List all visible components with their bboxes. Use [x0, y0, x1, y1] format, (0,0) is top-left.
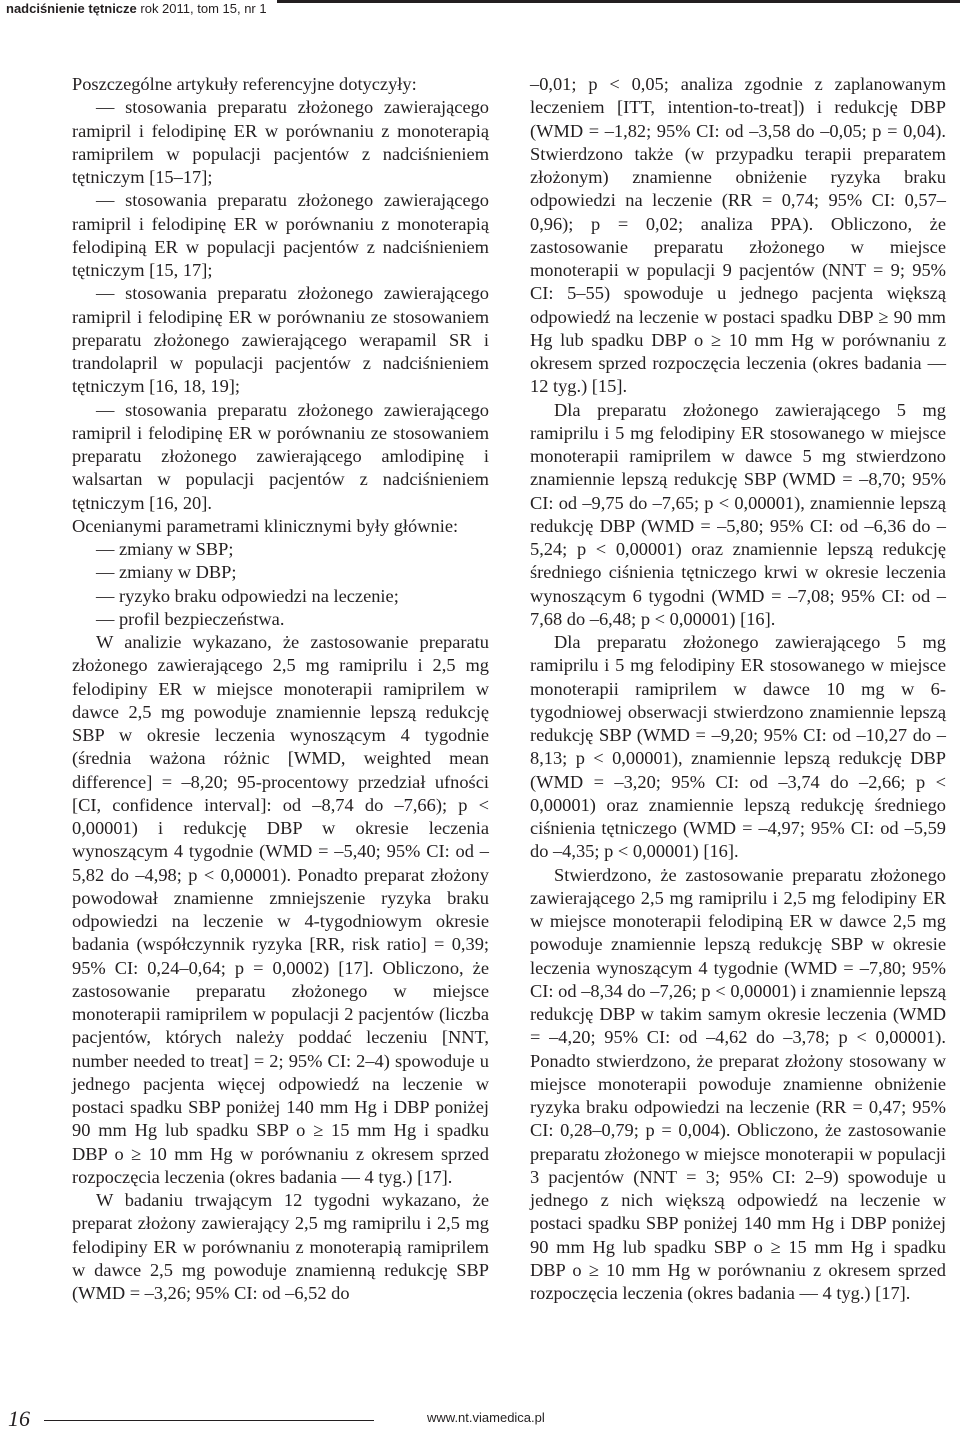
paragraph-analysis: W analizie wykazano, że zastosowanie preparatu złożonego zawierającego 2,5 mg ramiprilu i 2,5 mg felodipiny ER w miejsce monoterapii ramiprilem w dawce 2,5 mg powoduje znamiennie lepszą redukcję SBP w okresie leczenia wynoszącym 4 tygodnie (średnia ważona różnic [WMD, weighted mean difference] = –8,20; 95-procentowy przedział ufności [CI, confidence interval]: od –8,74 do –7,66); p < 0,00001) i redukcję DBP w okresie leczenia wynoszącym 4 tygodnie (WMD = –5,40; 95% CI: od –5,82 do –4,98; p < 0,00001). Ponadto preparat złożony powodował znamienne zmniejszenie ryzyka braku odpowiedzi na leczenie w 4-tygodniowym okresie badania (współczynnik ryzyka [RR, risk ratio] = 0,39; 95% CI: 0,24–0,64; p = 0,0002) [17]. Obliczono, że zastosowanie preparatu złożonego w miejsce monoterapii ramiprilem w populacji 2 pacjentów (liczba pacjentów, których należy poddać leczeniu [NNT, number needed to treat] = 2; 95% CI: 2–4) spowoduje u jednego pacjenta więcej odpowiedź na leczenie w postaci spadku SBP poniżej 140 mm Hg i DBP poniżej 90 mm Hg lub spadku SBP o ≥ 15 mm Hg i spadku DBP o ≥ 10 mm Hg w porównaniu z okresem sprzed rozpoczęcia leczenia (okres badania — 4 tyg.) [17].: [72, 632, 489, 1187]
paragraph-5mg-vs-5mg: Dla preparatu złożonego zawierającego 5 mg ramiprilu i 5 mg felodipiny ER stosowanego w miejsce monoterapii ramiprilem w dawce 5 mg stwierdzono znamiennie lepszą redukcję SBP (WMD = –8,70; 95% CI: od –9,75 do –7,65; p < 0,00001), znamiennie lepszą redukcję DBP (WMD = –5,80; 95% CI: od –6,36 do –5,24; p < 0,00001) oraz znamiennie lepszą redukcję średniego ciśnienia tętniczego krwi w okresie leczenia wynoszącym 6 tygodni (WMD = –7,08; 95% CI: od –7,68 do –6,48; p < 0,00001) [16].: [530, 399, 946, 629]
list-item-param-1: — zmiany w SBP;: [96, 539, 234, 559]
journal-header: [0, 0, 277, 17]
footer-url: www.nt.viamedica.pl: [427, 1410, 545, 1425]
footer-rule: [44, 1420, 374, 1421]
paragraph-12-weeks: W badaniu trwającym 12 tygodni wykazano, że preparat złożony zawierający 2,5 mg ramiprilu i 2,5 mg felodipiny ER w porównaniu z monoterapią ramiprilem w dawce 2,5 mg powoduje znamienną redukcję SBP (WMD = –3,26; 95% CI: od –6,52 do: [72, 1190, 489, 1303]
paragraph-5mg-vs-10mg: Dla preparatu złożonego zawierającego 5 mg ramiprilu i 5 mg felodipiny ER stosowanego w miejsce monoterapii ramiprilem w dawce 10 mg w 6-tygodniowej obserwacji stwierdzono znamiennie lepszą redukcję SBP (WMD = –9,20; 95% CI: od –10,27 do –8,13; p < 0,00001), znamiennie lepszą redukcję DBP (WMD = –3,20; 95% CI: od –3,74 do –2,66; p < 0,00001) oraz znamiennie lepszą redukcję średniego ciśnienia tętniczego (WMD = –4,97; 95% CI: od –5,59 do –4,35; p < 0,00001) [16].: [530, 632, 946, 862]
list-item-param-3: — ryzyko braku odpowiedzi na leczenie;: [96, 585, 399, 606]
journal-issue: rok 2011, tom 15, nr 1: [140, 1, 267, 16]
page-number: 16: [8, 1406, 30, 1431]
list-item-ref-1: — stosowania preparatu złożonego zawierającego ramipril i felodipinę ER w porównaniu z monoterapią ramiprilem w populacji pacjentów z nadciśnieniem tętniczym [15–17];: [72, 97, 489, 187]
list-item-ref-3: — stosowania preparatu złożonego zawierającego ramipril i felodipinę ER w porównaniu ze stosowaniem preparatu złożonego zawierającego werapamil SR i trandolapril w populacji pacjentów z nadciśnieniem tętniczym [16, 18, 19];: [72, 283, 489, 397]
list-item-ref-4: — stosowania preparatu złożonego zawierającego ramipril i felodipinę ER w porównaniu ze stosowaniem preparatu złożonego zawierającego amlodipinę i walsartan w populacji pacjentów z nadciśnieniem tętniczym [16, 20].: [72, 399, 489, 513]
right-column: [530, 73, 946, 1305]
paragraph-intro: Poszczególne artykuły referencyjne dotyczyły:: [72, 74, 417, 94]
paragraph-parameters: Ocenianymi parametrami klinicznymi były głównie:: [72, 515, 459, 536]
list-item-ref-2: — stosowania preparatu złożonego zawierającego ramipril i felodipinę ER w porównaniu z monoterapią felodipiną ER w populacji pacjentów z nadciśnieniem tętniczym [15, 17];: [72, 190, 489, 280]
paragraph-continuation: –0,01; p < 0,05; analiza zgodnie z zaplanowanym leczeniem [ITT, intention-to-treat]) i redukcję DBP (WMD = –1,82; 95% CI: od –3,58 do –0,05; p = 0,04). Stwierdzono także (w przypadku terapii preparatem złożonym) znamienne obniżenie ryzyka braku odpowiedzi na leczenie (RR = 0,74; 95% CI: 0,57–0,96); p = 0,02; analiza PPA). Obliczono, że zastosowanie preparatu złożonego w miejsce monoterapii w populacji 9 pacjentów (NNT = 9; 95% CI: 5–55) spowoduje u jednego pacjenta większą odpowiedź na leczenie w postaci spadku DBP ≥ 90 mm Hg lub spadku DBP o ≥ 10 mm Hg w porównaniu z okresem sprzed rozpoczęcia leczenia (okres badania — 12 tyg.) [15].: [530, 74, 946, 397]
list-item-param-4: — profil bezpieczeństwa.: [96, 608, 285, 629]
list-item-param-2: — zmiany w DBP;: [96, 562, 237, 583]
left-column: [72, 73, 489, 1305]
running-header: [0, 0, 960, 17]
journal-title: nadciśnienie tętnicze: [6, 1, 137, 16]
paragraph-felodipine: Stwierdzono, że zastosowanie preparatu złożonego zawierającego 2,5 mg ramiprilu i 2,5 mg felodipiny ER w miejsce monoterapii felodipiną ER w dawce 2,5 mg powoduje znamiennie lepszą redukcję SBP w okresie leczenia wynoszącym 4 tygodnie (WMD = –7,80; 95% CI: od –8,34 do –7,26; p < 0,00001) i znamiennie lepszą redukcję DBP w takim samym okresie leczenia (WMD = –4,20; 95% CI: od –4,62 do –3,78; p < 0,00001). Ponadto stwierdzono, że preparat złożony stosowany w miejsce monoterapii powoduje znamienne obniżenie ryzyka braku odpowiedzi na leczenie (RR = 0,47; 95% CI: 0,28–0,79; p = 0,004). Obliczono, że zastosowanie preparatu złożonego w miejsce monoterapii w populacji 3 pacjentów (NNT = 3; 95% CI: 2–9) spowoduje u jednego z nich większą odpowiedź na leczenie w postaci spadku SBP poniżej 140 mm Hg i DBP poniżej 90 mm Hg lub spadku SBP o ≥ 15 mm Hg i spadku DBP o ≥ 10 mm Hg w porównaniu z okresem sprzed rozpoczęcia leczenia (okres badania — 4 tyg.) [17].: [530, 864, 946, 1303]
